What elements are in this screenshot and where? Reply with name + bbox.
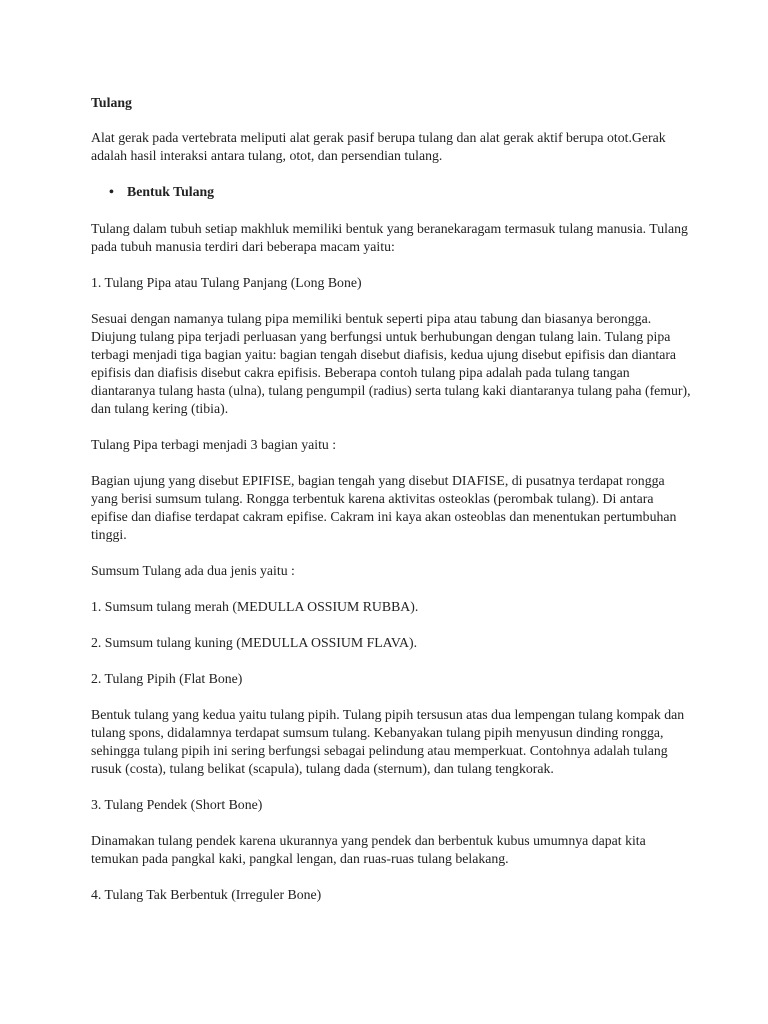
paragraph-terbagi: Tulang Pipa terbagi menjadi 3 bagian yaitu : (91, 437, 337, 452)
heading-tulang-tak-berbentuk: 4. Tulang Tak Berbentuk (Irreguler Bone) (91, 887, 322, 902)
heading-tulang-pendek: 3. Tulang Pendek (Short Bone) (91, 797, 263, 812)
bullet-icon (109, 183, 127, 202)
intro-paragraph: Alat gerak pada vertebrata meliputi alat gerak pasif berupa tulang dan alat gerak aktif berupa otot.Gerak adalah hasil interaksi antara tulang, otot, dan persendian tulang. (91, 130, 666, 163)
paragraph-bentuk: Tulang dalam tubuh setiap makhluk memiliki bentuk yang beranekaragam termasuk tulang manusia. Tulang pada tubuh manusia terdiri dari beberapa macam yaitu: (91, 221, 688, 254)
bullet-heading (109, 183, 691, 202)
paragraph-epifise: Bagian ujung yang disebut EPIFISE, bagian tengah yang disebut DIAFISE, di pusatnya terdapat rongga yang berisi sumsum tulang. Rongga terbentuk karena aktivitas osteoklas (perombak tulang). Di antara epifise dan diafise terdapat cakram epifise. Cakram ini kaya akan osteoblas dan menentukan pertumbuhan tinggi. (91, 473, 677, 542)
bullet-heading-text: Bentuk Tulang (127, 184, 215, 199)
list-item-sumsum-merah: 1. Sumsum tulang merah (MEDULLA OSSIUM RUBBA). (91, 599, 419, 614)
document-title: Tulang (91, 95, 132, 110)
document-page (91, 94, 691, 922)
paragraph-sumsum: Sumsum Tulang ada dua jenis yaitu : (91, 563, 295, 578)
paragraph-tulang-pipa: Sesuai dengan namanya tulang pipa memiliki bentuk seperti pipa atau tabung dan biasanya berongga. Diujung tulang pipa terjadi perluasan yang berfungsi untuk berhubungan dengan tulang lain. Tulang pipa terbagi menjadi tiga bagian yaitu: bagian tengah disebut diafisis, kedua ujung disebut epifisis dan diantara epifisis dan diafisis disebut cakra epifisis. Beberapa contoh tulang pipa adalah pada tulang tangan diantaranya tulang hasta (ulna), tulang pengumpil (radius) serta tulang kaki diantaranya tulang paha (femur), dan tulang kering (tibia). (91, 311, 691, 416)
heading-tulang-pipa: 1. Tulang Pipa atau Tulang Panjang (Long Bone) (91, 275, 362, 290)
paragraph-tulang-pipih: Bentuk tulang yang kedua yaitu tulang pipih. Tulang pipih tersusun atas dua lempengan tulang kompak dan tulang spons, didalamnya terdapat sumsum tulang. Kebanyakan tulang pipih menyusun dinding rongga, sehingga tulang pipih ini sering berfungsi sebagai pelindung atau memperkuat. Contohnya adalah tulang rusuk (costa), tulang belikat (scapula), tulang dada (sternum), dan tulang tengkorak. (91, 707, 685, 776)
paragraph-tulang-pendek: Dinamakan tulang pendek karena ukurannya yang pendek dan berbentuk kubus umumnya dapat kita temukan pada pangkal kaki, pangkal lengan, dan ruas-ruas tulang belakang. (91, 833, 646, 866)
heading-tulang-pipih: 2. Tulang Pipih (Flat Bone) (91, 671, 243, 686)
list-item-sumsum-kuning: 2. Sumsum tulang kuning (MEDULLA OSSIUM FLAVA). (91, 635, 418, 650)
